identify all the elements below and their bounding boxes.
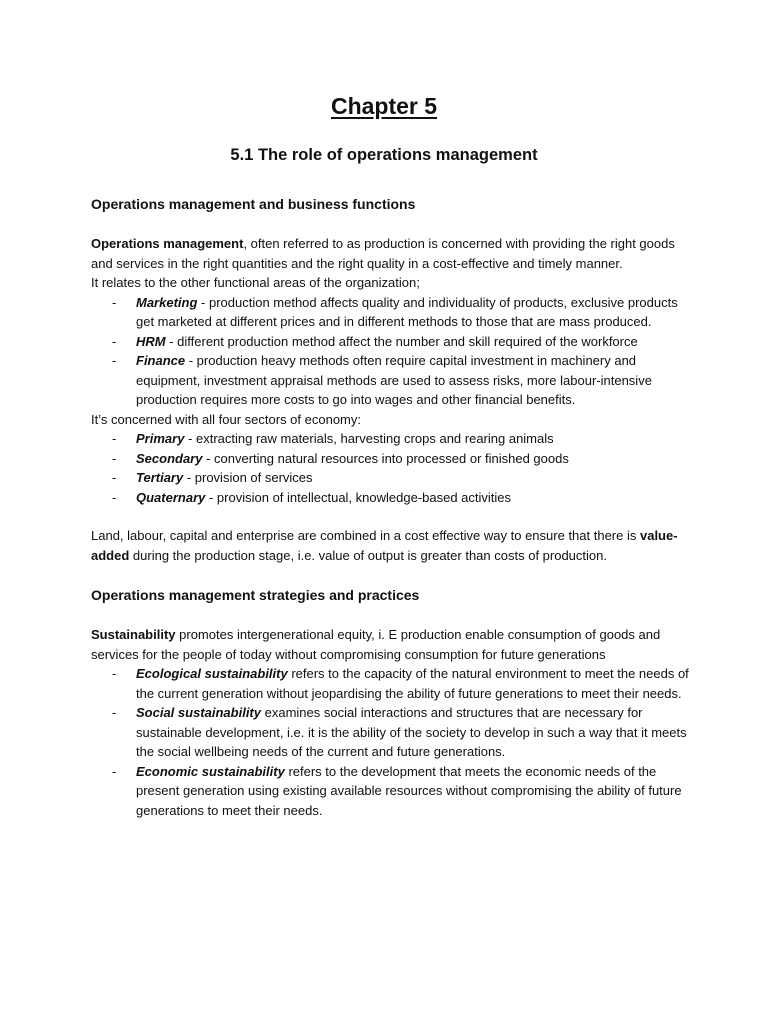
item-term: Primary [136,431,185,446]
sustainability-text: promotes intergenerational equity, i. E production enable consumption of goods and services for the people of today without compromising consumption for future generations [91,627,661,662]
list-item [91,351,691,410]
chapter-title: Chapter 5 [330,93,438,119]
sectors-list [91,429,691,507]
heading-business-functions: Operations management and business functions [91,196,416,212]
list-item [91,332,691,352]
item-term: Marketing [136,294,198,310]
item-text: - extracting raw materials, harvesting crops and rearing animals [184,431,554,446]
section-title: 5.1 The role of operations management [230,146,538,164]
intro-text: , often referred to as production is concerned with providing the right goods and services in the right quantities and the right quality in a cost-effective and timely manner. [91,236,675,271]
list-item [91,703,691,762]
list-item [91,449,691,469]
value-added-term: value-added [91,528,678,563]
item-text: - production heavy methods often require capital investment in machinery and equipment, investment appraisal methods are used to assess risks, more labour-intensive production requires more costs to go into wages and other financial benefits. [136,353,652,407]
sectors-intro: It’s concerned with all four sectors of economy: [91,411,361,427]
bullet-dash: - [112,294,117,310]
bullet-dash: - [112,763,117,779]
item-text: refers to the development that meets the economic needs of the present generation using existing available resources without compromising the ability of future generations to meet their needs. [136,763,682,818]
document-body [91,194,691,820]
item-term: Social sustainability [136,705,261,720]
bullet-dash: - [112,333,117,349]
list-item [91,293,691,332]
list-item [91,762,691,821]
item-term: Economic sustainability [136,763,285,779]
item-text: - converting natural resources into processed or finished goods [202,450,569,466]
value-added-paragraph [91,526,691,565]
heading-strategies: Operations management strategies and practices [91,587,420,603]
intro-term: Operations management [91,236,244,251]
list-item [91,468,691,488]
item-term: HRM [136,333,166,349]
value-added-pre: Land, labour, capital and enterprise are combined in a cost effective way to ensure that there is [91,528,640,543]
item-text: - provision of intellectual, knowledge-based activities [205,489,512,505]
item-text: refers to the capacity of the natural environment to meet the needs of the current generation without jeopardising the ability of future generations to meet their needs. [136,666,689,701]
item-text: examines social interactions and structures that are necessary for sustainable development, i.e. it is the ability of the society to develop in such a way that it meets the social wellbeing needs of the current and future generations. [136,705,687,759]
list-item [91,429,691,449]
sustainability-term: Sustainability [91,627,176,642]
item-term: Tertiary [136,470,184,485]
functional-list [91,293,691,410]
item-term: Finance [136,353,186,368]
value-added-post: during the production stage, i.e. value of output is greater than costs of production. [129,547,607,563]
item-term: Ecological sustainability [136,666,288,681]
item-text: - production method affects quality and individuality of products, exclusive products get marketed at different prices and in different methods to those that are mass produced. [136,294,678,329]
list-item [91,488,691,508]
sustainability-paragraph [91,625,691,664]
bullet-dash: - [112,353,117,368]
bullet-dash: - [112,470,117,485]
functional-intro: It relates to the other functional areas of the organization; [91,275,420,290]
bullet-dash: - [112,489,117,505]
sustainability-list [91,664,691,820]
item-term: Quaternary [136,489,206,505]
intro-paragraph [91,234,691,273]
item-term: Secondary [136,450,203,466]
bullet-dash: - [112,431,117,446]
bullet-dash: - [112,450,117,466]
bullet-dash: - [112,705,117,720]
item-text: - different production method affect the number and skill required of the workforce [165,333,638,349]
bullet-dash: - [112,666,117,681]
item-text: - provision of services [183,470,313,485]
list-item [91,664,691,703]
